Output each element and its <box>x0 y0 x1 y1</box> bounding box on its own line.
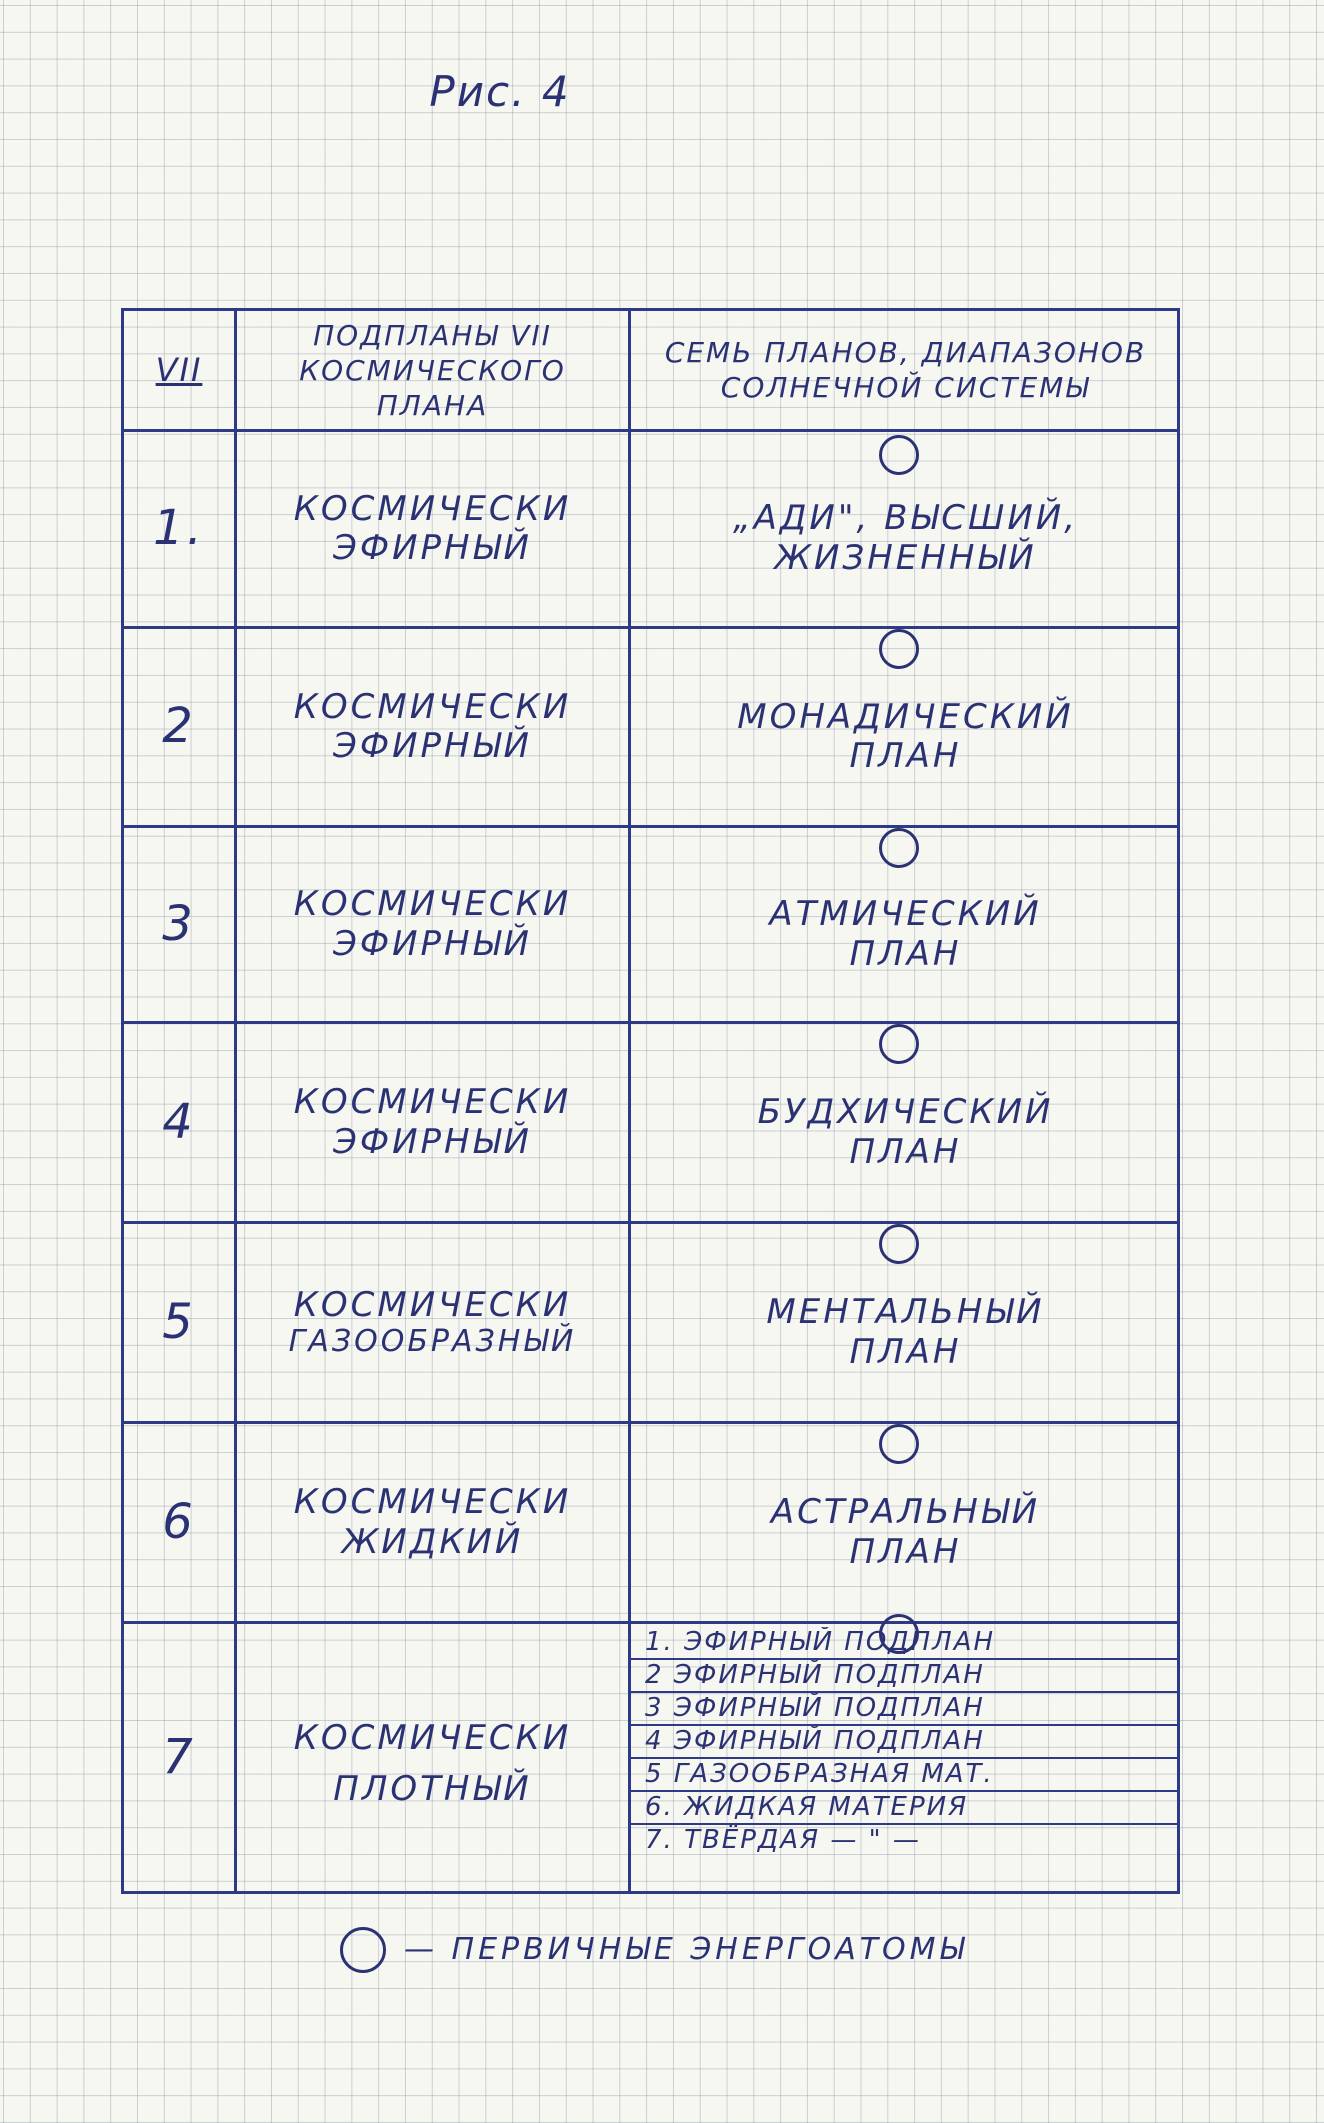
row-number: 7 <box>162 1728 196 1785</box>
plane-label: ПЛАН <box>849 1331 962 1372</box>
row-number: 1. <box>153 500 205 557</box>
row-2-plane-cell <box>631 649 1180 825</box>
plane-label: БУДХИЧЕСКИЙ <box>757 1092 1054 1133</box>
figure-label: Рис. 4 <box>429 67 571 116</box>
row-1-subplane-cell <box>237 432 628 626</box>
row-number: 6 <box>162 1493 196 1550</box>
header-col-number <box>124 311 234 429</box>
header-col-planes <box>631 311 1180 429</box>
row-1-number-cell <box>124 432 234 626</box>
row-number: 5 <box>162 1293 196 1350</box>
plane-label: МЕНТАЛЬНЫЙ <box>766 1292 1045 1333</box>
plane-label: ПЛАН <box>849 1531 962 1572</box>
list-item: 7. ТВЁРДАЯ — " — <box>645 1825 921 1855</box>
plane-label: АСТРАЛЬНЫЙ <box>770 1492 1041 1533</box>
plane-label: ЖИЗНЕННЫЙ <box>774 537 1037 578</box>
subplane-label: КОСМИЧЕСКИ <box>293 1717 572 1758</box>
legend-text: — ПЕРВИЧНЫЕ ЭНЕРГОАТОМЫ <box>404 1931 969 1967</box>
plane-label: МОНАДИЧЕСКИЙ <box>737 696 1074 737</box>
legend <box>340 1920 1240 1980</box>
header-planes-label: СЕМЬ ПЛАНОВ, ДИАПАЗОНОВ СОЛНЕЧНОЙ СИСТЕМЫ <box>664 336 1147 404</box>
subplane-label: КОСМИЧЕСКИ <box>293 1482 572 1523</box>
row-4-subplane-cell <box>237 1024 628 1221</box>
subplane-label: ЭФИРНЫЙ <box>333 1121 532 1162</box>
header-col-subplanes <box>237 311 628 429</box>
row-5-subplane-cell <box>237 1224 628 1421</box>
list-item: 1. ЭФИРНЫЙ ПОДПЛАН <box>631 1627 1180 1660</box>
plane-label: ПЛАН <box>849 933 962 974</box>
list-item: 5 ГАЗООБРАЗНАЯ МАТ. <box>631 1759 1180 1792</box>
row-number: 3 <box>162 895 196 952</box>
subplane-label: ПЛОТНЫЙ <box>333 1769 532 1810</box>
row-7-subplane-cell <box>237 1624 628 1891</box>
subplane-label: КОСМИЧЕСКИ <box>293 884 572 925</box>
row-number: 4 <box>162 1093 196 1150</box>
plane-label: ПЛАН <box>849 736 962 776</box>
subplane-label: ЖИДКИЙ <box>341 1521 524 1562</box>
subplane-label: ЭФИРНЫЙ <box>333 528 532 568</box>
subplane-label: КОСМИЧЕСКИ <box>293 686 572 727</box>
subplane-label: КОСМИЧЕСКИ <box>293 1082 572 1123</box>
row-6-number-cell <box>124 1424 234 1621</box>
subplane-label: ГАЗООБРАЗНЫЙ <box>288 1323 577 1359</box>
planes-table <box>121 308 1180 1894</box>
row-7-number-cell <box>124 1624 234 1891</box>
row-6-subplane-cell <box>237 1424 628 1621</box>
row-6-plane-cell <box>631 1444 1180 1621</box>
row-3-subplane-cell <box>237 828 628 1021</box>
row-2-number-cell <box>124 629 234 825</box>
row-1-plane-cell <box>631 451 1180 626</box>
list-item: 3 ЭФИРНЫЙ ПОДПЛАН <box>631 1693 1180 1726</box>
subplane-label: ЭФИРНЫЙ <box>333 726 532 766</box>
row-4-number-cell <box>124 1024 234 1221</box>
row-5-plane-cell <box>631 1244 1180 1421</box>
list-item: 6. ЖИДКАЯ МАТЕРИЯ <box>631 1792 1180 1825</box>
list-item: 4 ЭФИРНЫЙ ПОДПЛАН <box>631 1726 1180 1759</box>
subplane-label: КОСМИЧЕСКИ <box>293 488 572 529</box>
row-4-plane-cell <box>631 1044 1180 1221</box>
circle-icon <box>340 1927 386 1973</box>
plane-label: ПЛАН <box>849 1131 962 1172</box>
row-number: 2 <box>162 698 196 755</box>
subplane-label: КОСМИЧЕСКИ <box>293 1284 572 1325</box>
plane-label: „АДИ", ВЫСШИЙ, <box>732 498 1079 539</box>
row-5-number-cell <box>124 1224 234 1421</box>
plane-label: АТМИЧЕСКИЙ <box>769 894 1042 935</box>
header-roman-numeral: VII <box>155 351 203 389</box>
physical-subplanes-list <box>631 1627 1180 1858</box>
row-3-plane-cell <box>631 848 1180 1021</box>
row-3-number-cell <box>124 828 234 1021</box>
row-2-subplane-cell <box>237 629 628 825</box>
subplane-label: ЭФИРНЫЙ <box>333 923 532 964</box>
header-subplanes-label: ПОДПЛАНЫ VII КОСМИЧЕСКОГО ПЛАНА <box>299 318 566 422</box>
list-item: 2 ЭФИРНЫЙ ПОДПЛАН <box>631 1660 1180 1693</box>
